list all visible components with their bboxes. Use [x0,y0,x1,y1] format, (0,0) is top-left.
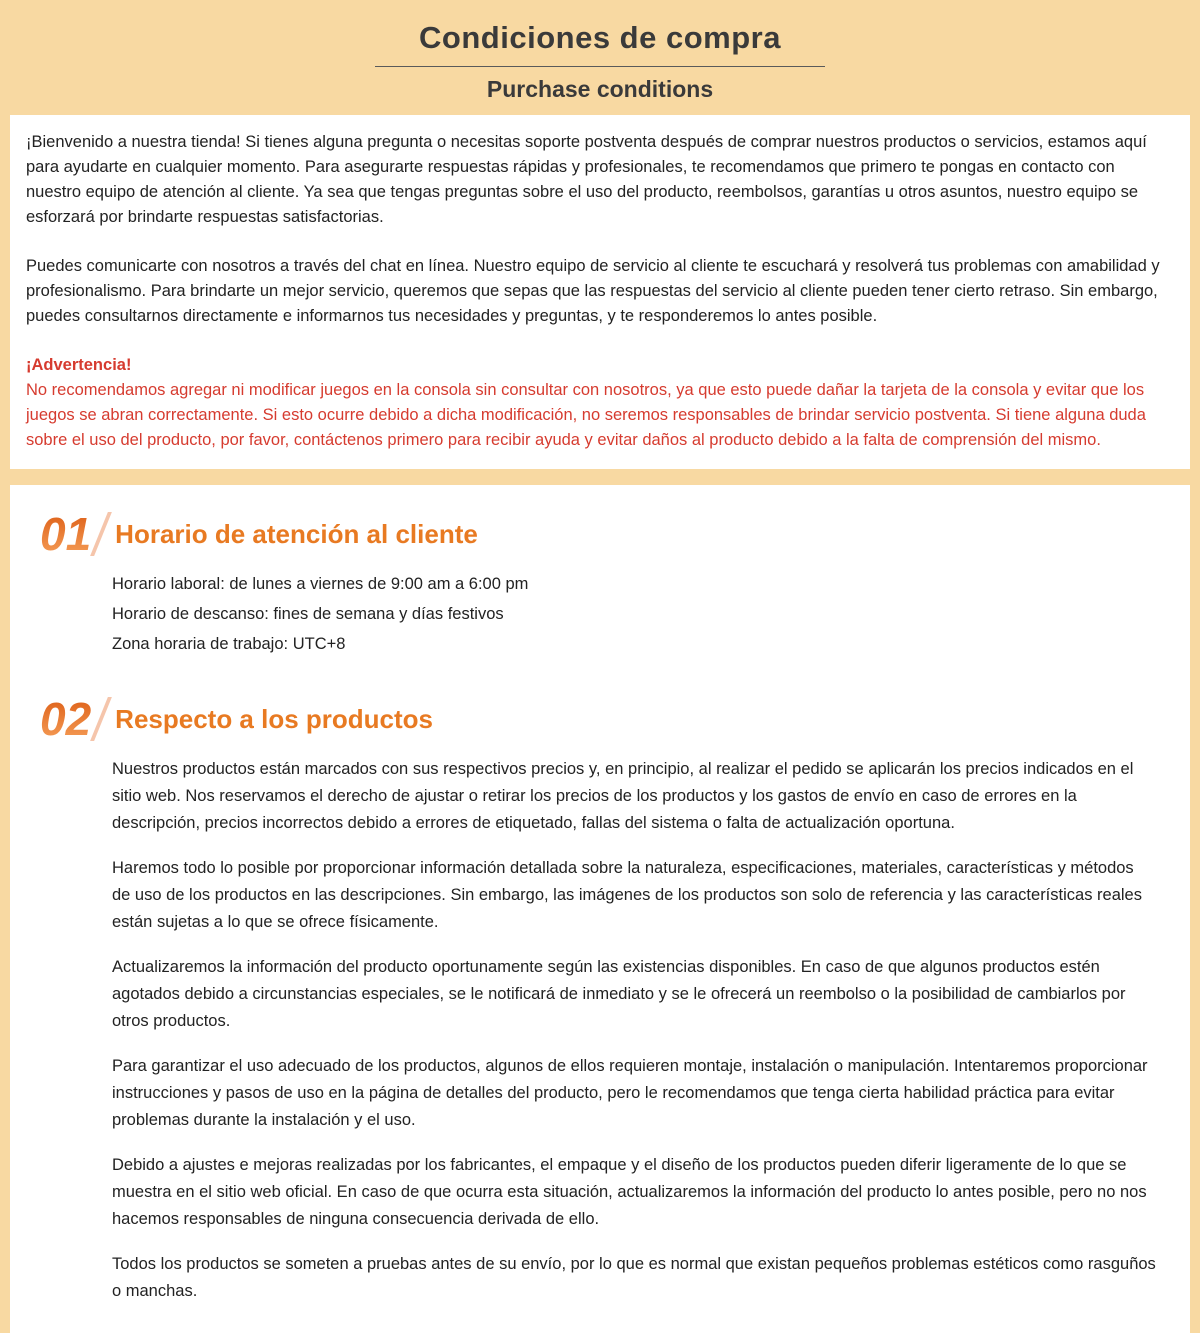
intro-card [10,115,1190,469]
section-about-products [40,693,1160,1305]
products-paragraph-assembly: Para garantizar el uso adecuado de los productos, algunos de ellos requieren montaje, instalación o manipulación. Intentaremos proporcionar instrucciones y pasos de uso en la página de detalles del producto, pero le recomendamos que tenga cierta habilidad práctica para evitar problemas durante la instalación y el uso. [112,1057,1148,1129]
section-heading [40,693,1160,745]
products-paragraph-stock: Actualizaremos la información del producto oportunamente según las existencias disponibles. En caso de que algunos productos estén agotados debido a circunstancias especiales, se le notificará de inmediato y se le ofrecerá un reembolso o la posibilidad de cambiarlos por otros productos. [112,958,1126,1030]
title-underline [375,66,825,67]
schedule-list [112,571,1156,658]
warning-body: No recomendamos agregar ni modificar juegos en la consola sin consultar con nosotros, ya que esto puede dañar la tarjeta de la consola y evitar que los juegos se abran correctamente. Si esto ocurre debido a dicha modificación, no seremos responsables de brindar servicio postventa. Si tiene alguna duda sobre el uso del producto, por favor, contáctenos primero para recibir ayuda y evitar daños al producto debido a la falta de comprensión del mismo. [26,381,1146,449]
products-paragraph-testing: Todos los productos se someten a pruebas antes de su envío, por lo que es normal que existan pequeños problemas estéticos como rasguños o manchas. [112,1255,1156,1300]
intro-paragraph-contact: Puedes comunicarte con nosotros a través del chat en línea. Nuestro equipo de servicio al cliente te escuchará y resolverá tus problemas con amabilidad y profesionalismo. Para brindarte un mejor servicio, queremos que sepas que las respuestas del servicio al cliente pueden tener cierto retraso. Sin embargo, puedes consultarnos directamente e informarnos tus necesidades y preguntas, y te responderemos lo antes posible. [26,257,1160,325]
section-number: 01 [40,508,92,560]
page-subtitle: Purchase conditions [486,76,714,102]
warning-block [26,353,1174,453]
section-heading [40,508,1160,560]
section-title: Horario de atención al cliente [115,518,478,549]
products-paragraph-descriptions: Haremos todo lo posible por proporcionar información detallada sobre la naturaleza, especificaciones, materiales, características y métodos de uso de los productos en las descripciones. Sin embargo, las imágenes de los productos son solo de referencia y las características reales están sujetas a lo que se ofrece físicamente. [112,859,1142,931]
page-title: Condiciones de compra [419,20,781,55]
sections-card [10,485,1190,1333]
header [0,0,1200,115]
slash-decoration [90,697,112,741]
products-paragraph-packaging: Debido a ajustes e mejoras realizadas por los fabricantes, el empaque y el diseño de los productos pueden diferir ligeramente de lo que se muestra en el sitio web oficial. En caso de que ocurra esta situación, actualizaremos la información del producto lo antes posible, pero no nos hacemos responsables de ninguna consecuencia derivada de ello. [112,1156,1147,1228]
section-number: 02 [40,693,92,745]
section-customer-service-hours [40,508,1160,658]
slash-decoration [90,512,112,556]
warning-title: ¡Advertencia! [26,356,132,374]
schedule-rest-days: Horario de descanso: fines de semana y días festivos [112,605,504,623]
products-paragraph-prices: Nuestros productos están marcados con sus respectivos precios y, en principio, al realizar el pedido se aplicarán los precios indicados en el sitio web. Nos reservamos el derecho de ajustar o retirar los precios de los productos y los gastos de envío en caso de errores en la descripción, precios incorrectos debido a errores de etiquetado, fallas del sistema o falta de actualización oportuna. [112,760,1134,832]
schedule-timezone: Zona horaria de trabajo: UTC+8 [112,635,346,653]
intro-paragraph-welcome: ¡Bienvenido a nuestra tienda! Si tienes alguna pregunta o necesitas soporte postventa después de comprar nuestros productos o servicios, estamos aquí para ayudarte en cualquier momento. Para asegurarte respuestas rápidas y profesionales, te recomendamos que primero te pongas en contacto con nuestro equipo de atención al cliente. Ya sea que tengas preguntas sobre el uso del producto, reembolsos, garantías u otros asuntos, nuestro equipo se esforzará por brindarte respuestas satisfactorias. [26,133,1147,226]
section-title: Respecto a los productos [115,703,434,734]
schedule-working-hours: Horario laboral: de lunes a viernes de 9:00 am a 6:00 pm [112,575,529,593]
products-paragraphs [112,756,1156,1305]
